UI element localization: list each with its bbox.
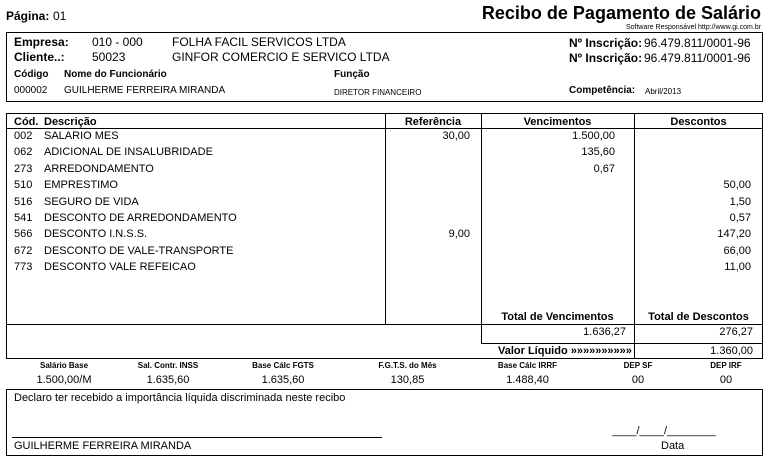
row-desc: DESCONTO I.N.S.S. xyxy=(44,228,148,240)
sal-contr-inss-value: 1.635,60 xyxy=(146,374,190,386)
dep-irf-value: 00 xyxy=(719,374,733,386)
row-cod: 062 xyxy=(14,146,33,158)
row-desc: DESCONTO VALE REFEICAO xyxy=(44,261,196,273)
row-descto: 66,00 xyxy=(723,245,751,257)
header-descricao: Descrição xyxy=(44,116,97,128)
fgts-mes-label: F.G.T.S. do Mês xyxy=(378,361,437,370)
empresa-code: 010 - 000 xyxy=(92,35,143,49)
header-cod: Cód. xyxy=(14,116,39,128)
employee-name: GUILHERME FERREIRA MIRANDA xyxy=(64,85,226,96)
sal-contr-inss-label: Sal. Contr. INSS xyxy=(137,361,199,370)
nome-label: Nome do Funcionário xyxy=(64,69,167,80)
inscricao-empresa: 96.479.811/0001-96 xyxy=(644,36,751,50)
row-descto: 147,20 xyxy=(717,228,751,240)
inscricao-label-1: Nº Inscrição: xyxy=(569,36,643,50)
signature-name: GUILHERME FERREIRA MIRANDA xyxy=(14,440,192,452)
row-cod: 773 xyxy=(14,261,33,273)
page-label: Página: xyxy=(6,9,50,23)
salario-base-value: 1.500,00/M xyxy=(36,374,92,386)
row-cod: 273 xyxy=(14,163,33,175)
row-cod: 002 xyxy=(14,130,33,142)
cliente-label: Cliente..: xyxy=(14,50,65,64)
liquido-value: 1.360,00 xyxy=(710,345,753,357)
codigo-label: Código xyxy=(14,69,49,80)
row-cod: 566 xyxy=(14,228,33,240)
competencia-label: Competência: xyxy=(569,85,636,96)
total-venc-value: 1.636,27 xyxy=(583,326,626,338)
row-ref: 30,00 xyxy=(442,130,470,142)
employee-role: DIRETOR FINANCEIRO xyxy=(334,88,422,97)
inscricao-cliente: 96.479.811/0001-96 xyxy=(644,51,751,65)
base-calc-fgts-value: 1.635,60 xyxy=(261,374,305,386)
row-ref: 9,00 xyxy=(448,228,470,240)
base-calc-irrf-label: Base Cálc IRRF xyxy=(497,361,558,370)
row-descto: 11,00 xyxy=(724,261,751,273)
page-title: Recibo de Pagamento de Salário xyxy=(481,3,761,23)
row-venc: 1.500,00 xyxy=(572,130,615,142)
total-desc-value: 276,27 xyxy=(719,326,753,338)
liquido-label: Valor Líquido »»»»»»»»»» xyxy=(498,345,632,357)
row-venc: 135,60 xyxy=(581,146,615,158)
row-desc: EMPRESTIMO xyxy=(44,179,118,191)
dep-sf-value: 00 xyxy=(631,374,645,386)
funcao-label: Função xyxy=(334,69,370,80)
date-blank: ____/____/________ xyxy=(612,425,716,437)
row-desc: ADICIONAL DE INSALUBRIDADE xyxy=(44,146,213,158)
row-desc: SALARIO MES xyxy=(44,130,119,142)
liquido-divider xyxy=(481,343,763,344)
cliente-code: 50023 xyxy=(92,50,126,64)
empresa-label: Empresa: xyxy=(14,35,69,49)
row-descto: 50,00 xyxy=(723,179,751,191)
page-number: 01 xyxy=(53,9,67,23)
row-cod: 541 xyxy=(14,212,33,224)
dep-sf-label: DEP SF xyxy=(623,361,653,370)
signature-line xyxy=(12,437,382,438)
base-calc-fgts-label: Base Cálc FGTS xyxy=(252,361,314,370)
base-calc-irrf-value: 1.488,40 xyxy=(506,374,549,386)
row-desc: DESCONTO DE ARREDONDAMENTO xyxy=(44,212,237,224)
employee-code: 000002 xyxy=(14,85,48,96)
software-credit: Software Responsável http://www.gi.com.br xyxy=(625,24,761,31)
fgts-mes-value: 130,85 xyxy=(390,374,425,386)
col-divider-ref xyxy=(385,113,386,324)
total-desc-label: Total de Descontos xyxy=(648,311,749,323)
row-cod: 516 xyxy=(14,196,33,208)
header-referencia: Referência xyxy=(404,116,462,128)
cliente-name: GINFOR COMERCIO E SERVICO LTDA xyxy=(172,50,390,64)
row-desc: SEGURO DE VIDA xyxy=(44,196,139,208)
header-vencimentos: Vencimentos xyxy=(523,116,592,128)
dep-irf-label: DEP IRF xyxy=(710,361,742,370)
declaration-text: Declaro ter recebido a importância líquida discriminada neste recibo xyxy=(14,392,346,404)
header-descontos: Descontos xyxy=(670,116,727,128)
row-descto: 0,57 xyxy=(729,212,751,224)
row-cod: 672 xyxy=(14,245,33,257)
date-label: Data xyxy=(661,440,685,452)
row-desc: DESCONTO DE VALE-TRANSPORTE xyxy=(44,245,234,257)
row-venc: 0,67 xyxy=(593,163,615,175)
empresa-name: FOLHA FACIL SERVICOS LTDA xyxy=(172,35,346,49)
inscricao-label-2: Nº Inscrição: xyxy=(569,51,643,65)
competencia-value: Abril/2013 xyxy=(645,87,682,96)
row-descto: 1,50 xyxy=(729,196,751,208)
totals-divider xyxy=(6,324,763,325)
total-venc-label: Total de Vencimentos xyxy=(501,311,614,323)
salario-base-label: Salário Base xyxy=(39,361,89,370)
row-cod: 510 xyxy=(14,179,33,191)
row-desc: ARREDONDAMENTO xyxy=(44,163,154,175)
